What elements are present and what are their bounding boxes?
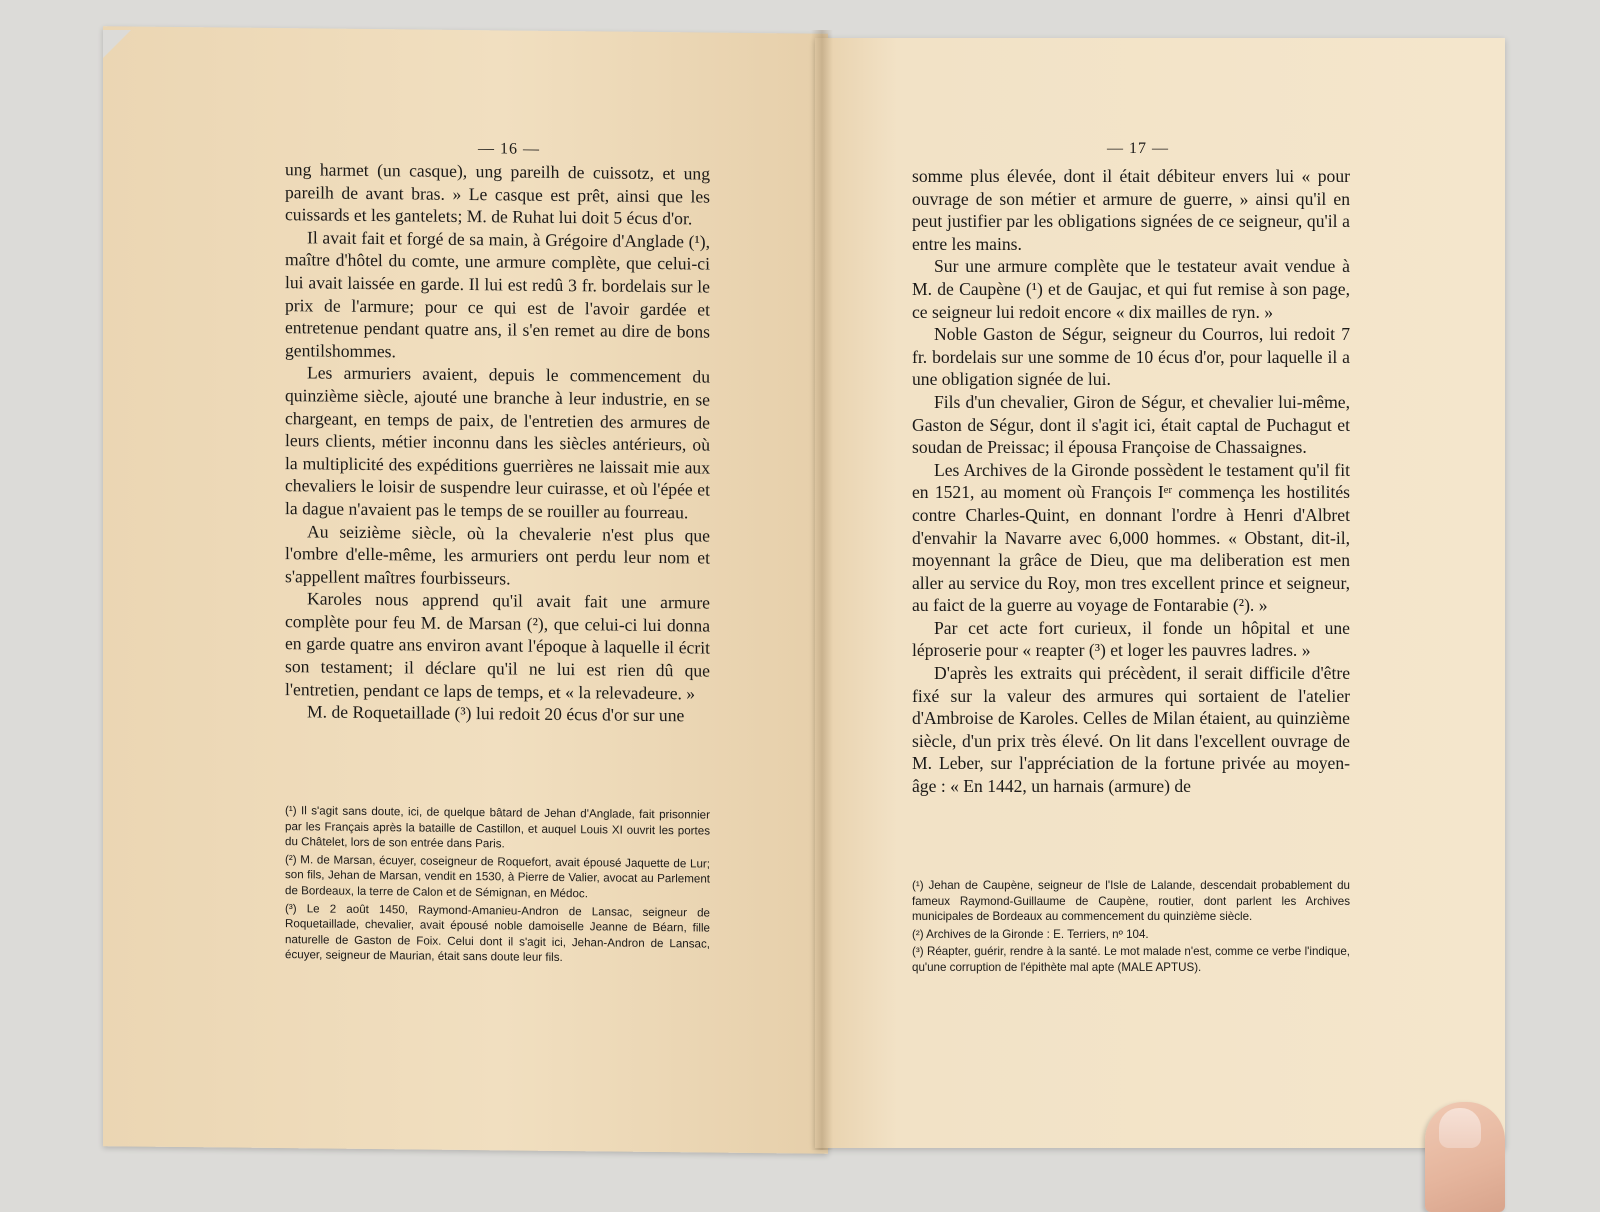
paragraph: D'après les extraits qui précèdent, il serait difficile d'être fixé sur la valeur des armures qui sortaient de l'atelier d'Ambroise de Karoles. Celles de Milan étaient, au quinzième siècle, d'un prix très élevé. On lit dans l'excellent ouvrage de M. Leber, sur l'appréciation de la fortune privée au moyen-âge : « En 1442, un harnais (armure) de (912, 663, 1350, 797)
left-page (103, 26, 828, 1154)
paragraph: Noble Gaston de Ségur, seigneur du Courros, lui redoit 7 fr. bordelais sur une somme de 10 écus d'or, pour laquelle il a une obligation signée de lui. (912, 324, 1350, 390)
paragraph: Fils d'un chevalier, Giron de Ségur, et chevalier lui-même, Gaston de Ségur, dont il s'agit ici, était captal de Puchagut et soudan de Preissac; il épousa Françoise de Chassaignes. (912, 391, 1350, 458)
book-gutter (811, 30, 833, 1150)
page-corner-fold (103, 30, 131, 58)
body-text (912, 165, 1350, 798)
paragraph: Par cet acte fort curieux, il fonde un hôpital et une léproserie pour « reapter (³) et loger les pauvres ladres. » (912, 617, 1350, 661)
footnotes (912, 878, 1350, 978)
page-number: — 17 — (1107, 140, 1169, 157)
footnote: (³) Le 2 août 1450, Raymond-Amanieu-Andron de Lansac, seigneur de Roquetaillade, chevalier, avait épousé noble damoiselle Jeanne de Béarn, fille naturelle de Gaston de Foix. Celui dont il s'agit ici, Jehan-Andron de Lansac, écuyer, seigneur de Maurian, était sans doute leur fils. (285, 901, 710, 965)
thumb (1425, 1102, 1505, 1212)
footnote: (³) Réapter, guérir, rendre à la santé. Le mot malade n'est, comme ce verbe l'indique, qu'une corruption de l'épithète mal apte (MALE APTUS). (912, 945, 1350, 974)
paragraph: ung harmet (un casque), ung pareilh de cuissotz, et ung pareilh de avant bras. » Le casque est prêt, ainsi que les cuissards et les gantelets; M. de Ruhat lui doit 5 écus d'or. (285, 159, 710, 229)
thumbnail-nail (1439, 1108, 1481, 1148)
right-page (815, 38, 1505, 1148)
page-number: — 16 — (478, 140, 540, 158)
paragraph: Les armuriers avaient, depuis le commencement du quinzième siècle, ajouté une branche à leur industrie, en se chargeant, en temps de paix, de l'entretien des armures de leurs clients, métier inconnu dans les siècles antérieurs, où la multiplicité des expéditions guerrières ne laissait mie aux chevaliers le loisir de suspendre leur cuirasse, et où l'épée et la dague n'avaient pas le temps de se rouiller au fourreau. (285, 362, 710, 523)
footnote: (²) M. de Marsan, écuyer, coseigneur de Roquefort, avait épousé Jaquette de Lur; son fils, Jehan de Marsan, vendit en 1530, à Pierre de Valier, avocat au Parlement de Bordeaux, la terre de Calon et de Sémignan, en Médoc. (285, 852, 710, 901)
paragraph: Il avait fait et forgé de sa main, à Grégoire d'Anglade (¹), maître d'hôtel du comte, une armure complète, que celui-ci lui avait laissée en garde. Il lui est redû 3 fr. bordelais sur le prix de l'armure; pour ce qui est de l'avoir gardée et entretenue pendant quatre ans, il s'en remet au dire de bons gentilshommes. (285, 227, 710, 362)
paragraph: Karoles nous apprend qu'il avait fait une armure complète pour feu M. de Marsan (²), que celui-ci lui donna en garde quatre ans environ avant l'époque à laquelle il écrit son testament; il déclare qu'il ne lui est rien dû que l'entretien, pendant ce laps de temps, et « la relevadeure. » (285, 588, 710, 704)
paragraph: Au seizième siècle, où la chevalerie n'est plus que l'ombre d'elle-même, les armuriers ont perdu leur nom et s'appellent maîtres fourbisseurs. (285, 520, 710, 589)
paragraph: M. de Roquetaillade (³) lui redoit 20 écus d'or sur une (307, 701, 685, 726)
paragraph: Les Archives de la Gironde possèdent le testament qu'il fit en 1521, au moment où François Iᵉʳ commença les hostilités contre Charles-Quint, en donnant l'ordre à Henri d'Albret d'envahir la Navarre avec 6,000 hommes. « Obstant, dit-il, moyennant la grâce de Dieu, que ma deliberation est men aller au service du Roy, mon tres excellent prince et seigneur, au faict de la guerre au voyage de Fontarabie (²). » (912, 459, 1350, 616)
footnote: (¹) Il s'agit sans doute, ici, de quelque bâtard de Jehan d'Anglade, fait prisonnier par les Français après la bataille de Castillon, et auquel Louis XI ouvrit les portes du Châtelet, lors de son entrée dans Paris. (285, 804, 710, 851)
paragraph: somme plus élevée, dont il était débiteur envers lui « pour ouvrage de son métier et armure de guerre, » ainsi qu'il en peut justifier par les obligations signées de ce seigneur, qu'il a entre les mains. (912, 166, 1350, 254)
footnote: (²) Archives de la Gironde : E. Terriers, nº 104. (912, 927, 1149, 941)
footnotes (285, 803, 710, 969)
paragraph: Sur une armure complète que le testateur avait vendue à M. de Caupène (¹) et de Gaujac, et qui fut remise à son page, ce seigneur lui redoit encore « dix mailles de ryn. » (912, 256, 1350, 322)
body-text (285, 158, 710, 727)
footnote: (¹) Jehan de Caupène, seigneur de l'Isle de Lalande, descendait probablement du fameux Raymond-Guillaume de Caupène, routier, dont parlent les Archives municipales de Bordeaux au commencement du quinzième siècle. (912, 879, 1350, 924)
